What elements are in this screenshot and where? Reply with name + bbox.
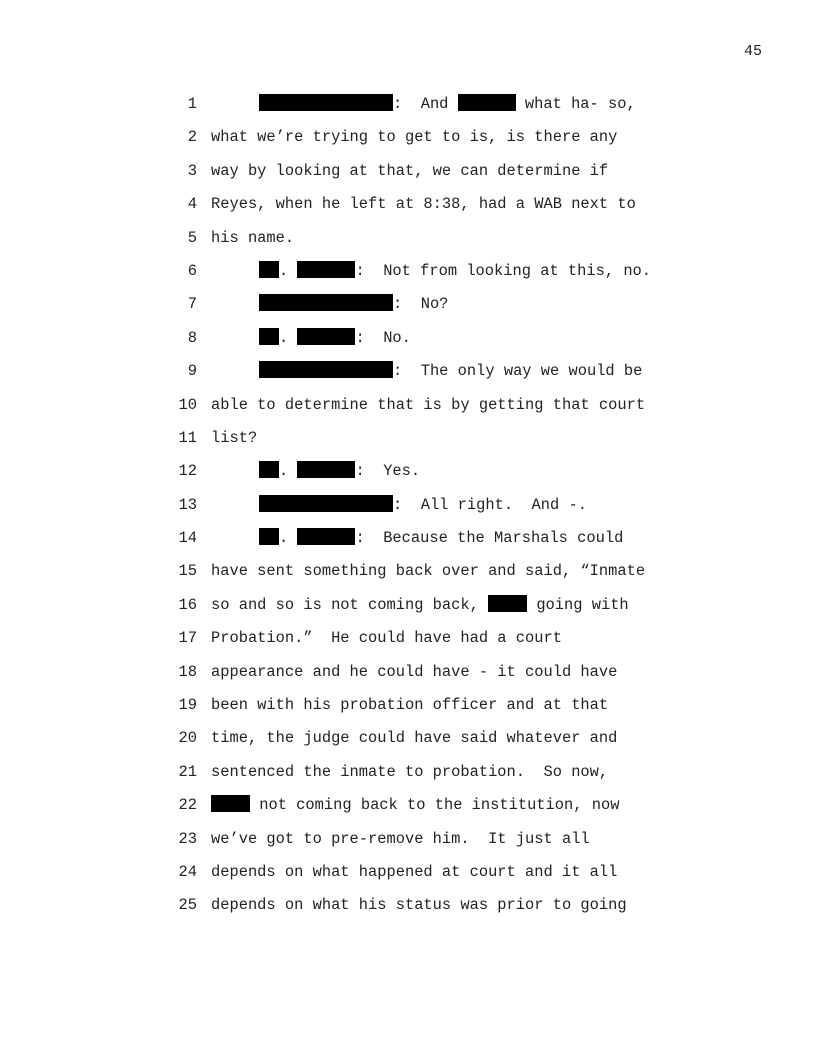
transcript-line — [0, 125, 816, 158]
line-text — [259, 259, 651, 283]
redaction-box — [297, 461, 355, 478]
transcript-line — [0, 292, 816, 325]
text-segment: way by looking at that, we can determine if — [211, 161, 609, 180]
transcript-line — [0, 259, 816, 292]
line-number: 5 — [187, 228, 197, 247]
transcript-line — [0, 827, 816, 860]
transcript-line — [0, 92, 816, 125]
redaction-box — [259, 361, 393, 378]
line-text — [211, 626, 562, 650]
text-segment: we’ve got to pre-remove him. It just all — [211, 829, 590, 848]
transcript-line — [0, 726, 816, 759]
line-text — [211, 760, 608, 784]
line-text — [211, 192, 636, 216]
transcript-line — [0, 359, 816, 392]
transcript-line — [0, 192, 816, 225]
line-text — [211, 726, 617, 750]
text-segment: Reyes, when he left at 8:38, had a WAB next to — [211, 195, 636, 214]
line-number: 10 — [178, 395, 197, 414]
line-text — [259, 526, 623, 550]
line-text — [211, 860, 617, 884]
text-segment: depends on what his status was prior to going — [211, 896, 627, 915]
line-number: 22 — [178, 796, 197, 815]
line-text — [211, 693, 608, 717]
line-number: 13 — [178, 495, 197, 514]
line-number: 23 — [178, 829, 197, 848]
redaction-box — [259, 495, 393, 512]
text-segment: what we’re trying to get to is, is there any — [211, 128, 618, 147]
redaction-box — [297, 328, 355, 345]
text-segment: : No. — [355, 328, 411, 347]
text-segment: able to determine that is by getting that court — [211, 395, 646, 414]
redaction-box — [211, 795, 250, 812]
transcript-line — [0, 593, 816, 626]
transcript-body — [0, 92, 816, 927]
text-segment: : Yes. — [355, 462, 421, 481]
line-number: 19 — [178, 696, 197, 715]
line-number: 1 — [187, 95, 197, 113]
line-number: 6 — [187, 261, 197, 280]
line-number: 25 — [178, 896, 197, 915]
line-number: 9 — [187, 362, 197, 381]
transcript-line — [0, 760, 816, 793]
text-segment: : Not from looking at this, no. — [355, 261, 652, 280]
line-text — [211, 793, 619, 817]
text-segment: : The only way we would be — [393, 362, 643, 381]
line-number: 16 — [178, 595, 197, 614]
transcript-line — [0, 526, 816, 559]
transcript-line — [0, 559, 816, 592]
transcript-line — [0, 426, 816, 459]
text-segment: sentenced the inmate to probation. So now, — [211, 762, 609, 781]
text-segment: list? — [211, 428, 258, 447]
transcript-line — [0, 226, 816, 259]
line-text — [211, 660, 617, 684]
line-text — [211, 827, 590, 851]
line-number: 8 — [187, 328, 197, 347]
transcript-line — [0, 860, 816, 893]
transcript-line — [0, 459, 816, 492]
text-segment: : And — [393, 95, 458, 113]
line-number: 21 — [178, 762, 197, 781]
transcript-line — [0, 493, 816, 526]
line-text — [211, 593, 629, 617]
line-number: 15 — [178, 562, 197, 581]
line-number: 24 — [178, 862, 197, 881]
text-segment: have sent something back over and said, “Inmate — [211, 562, 646, 581]
redaction-box — [259, 461, 279, 478]
text-segment: been with his probation officer and at that — [211, 696, 609, 715]
text-segment: . — [279, 529, 298, 548]
text-segment: : All right. And -. — [393, 495, 587, 514]
redaction-box — [458, 94, 516, 111]
text-segment: so and so is not coming back, — [211, 595, 489, 614]
redaction-box — [259, 94, 393, 111]
line-number: 12 — [178, 462, 197, 481]
transcript-line — [0, 693, 816, 726]
line-number: 2 — [187, 128, 197, 147]
line-text — [259, 92, 636, 116]
line-text — [259, 359, 642, 383]
text-segment: not coming back to the institution, now — [250, 796, 620, 815]
redaction-box — [259, 328, 279, 345]
redaction-box — [297, 261, 355, 278]
redaction-box — [259, 528, 279, 545]
line-number: 11 — [178, 428, 197, 447]
line-text — [211, 125, 617, 149]
redaction-box — [259, 261, 279, 278]
text-segment: time, the judge could have said whatever and — [211, 729, 618, 748]
redaction-box — [488, 595, 527, 612]
line-number: 17 — [178, 629, 197, 648]
line-text — [211, 426, 257, 450]
transcript-line — [0, 626, 816, 659]
line-text — [211, 393, 645, 417]
line-text — [211, 159, 608, 183]
text-segment: his name. — [211, 228, 295, 247]
text-segment: what ha- so, — [515, 95, 636, 113]
line-number: 18 — [178, 662, 197, 681]
line-text — [259, 292, 448, 316]
text-segment: going with — [527, 595, 629, 614]
transcript-line — [0, 660, 816, 693]
text-segment: . — [279, 328, 298, 347]
transcript-line — [0, 159, 816, 192]
line-number: 3 — [187, 161, 197, 180]
text-segment: : Because the Marshals could — [355, 529, 624, 548]
line-text — [211, 559, 645, 583]
line-text — [211, 893, 627, 917]
line-number: 4 — [187, 195, 197, 214]
redaction-box — [259, 294, 393, 311]
transcript-line — [0, 793, 816, 826]
transcript-line — [0, 326, 816, 359]
transcript-line — [0, 393, 816, 426]
transcript-line — [0, 893, 816, 926]
line-number: 14 — [178, 529, 197, 548]
line-text — [259, 493, 587, 517]
line-text — [259, 459, 420, 483]
text-segment: . — [279, 261, 298, 280]
text-segment: depends on what happened at court and it all — [211, 862, 618, 881]
text-segment: appearance and he could have - it could have — [211, 662, 618, 681]
line-number: 20 — [178, 729, 197, 748]
redaction-box — [297, 528, 355, 545]
page-number: 45 — [743, 43, 762, 60]
line-text — [211, 226, 294, 250]
text-segment: Probation.” He could have had a court — [211, 629, 562, 648]
text-segment: : No? — [393, 295, 449, 314]
line-text — [259, 326, 411, 350]
text-segment: . — [279, 462, 298, 481]
line-number: 7 — [187, 295, 197, 314]
